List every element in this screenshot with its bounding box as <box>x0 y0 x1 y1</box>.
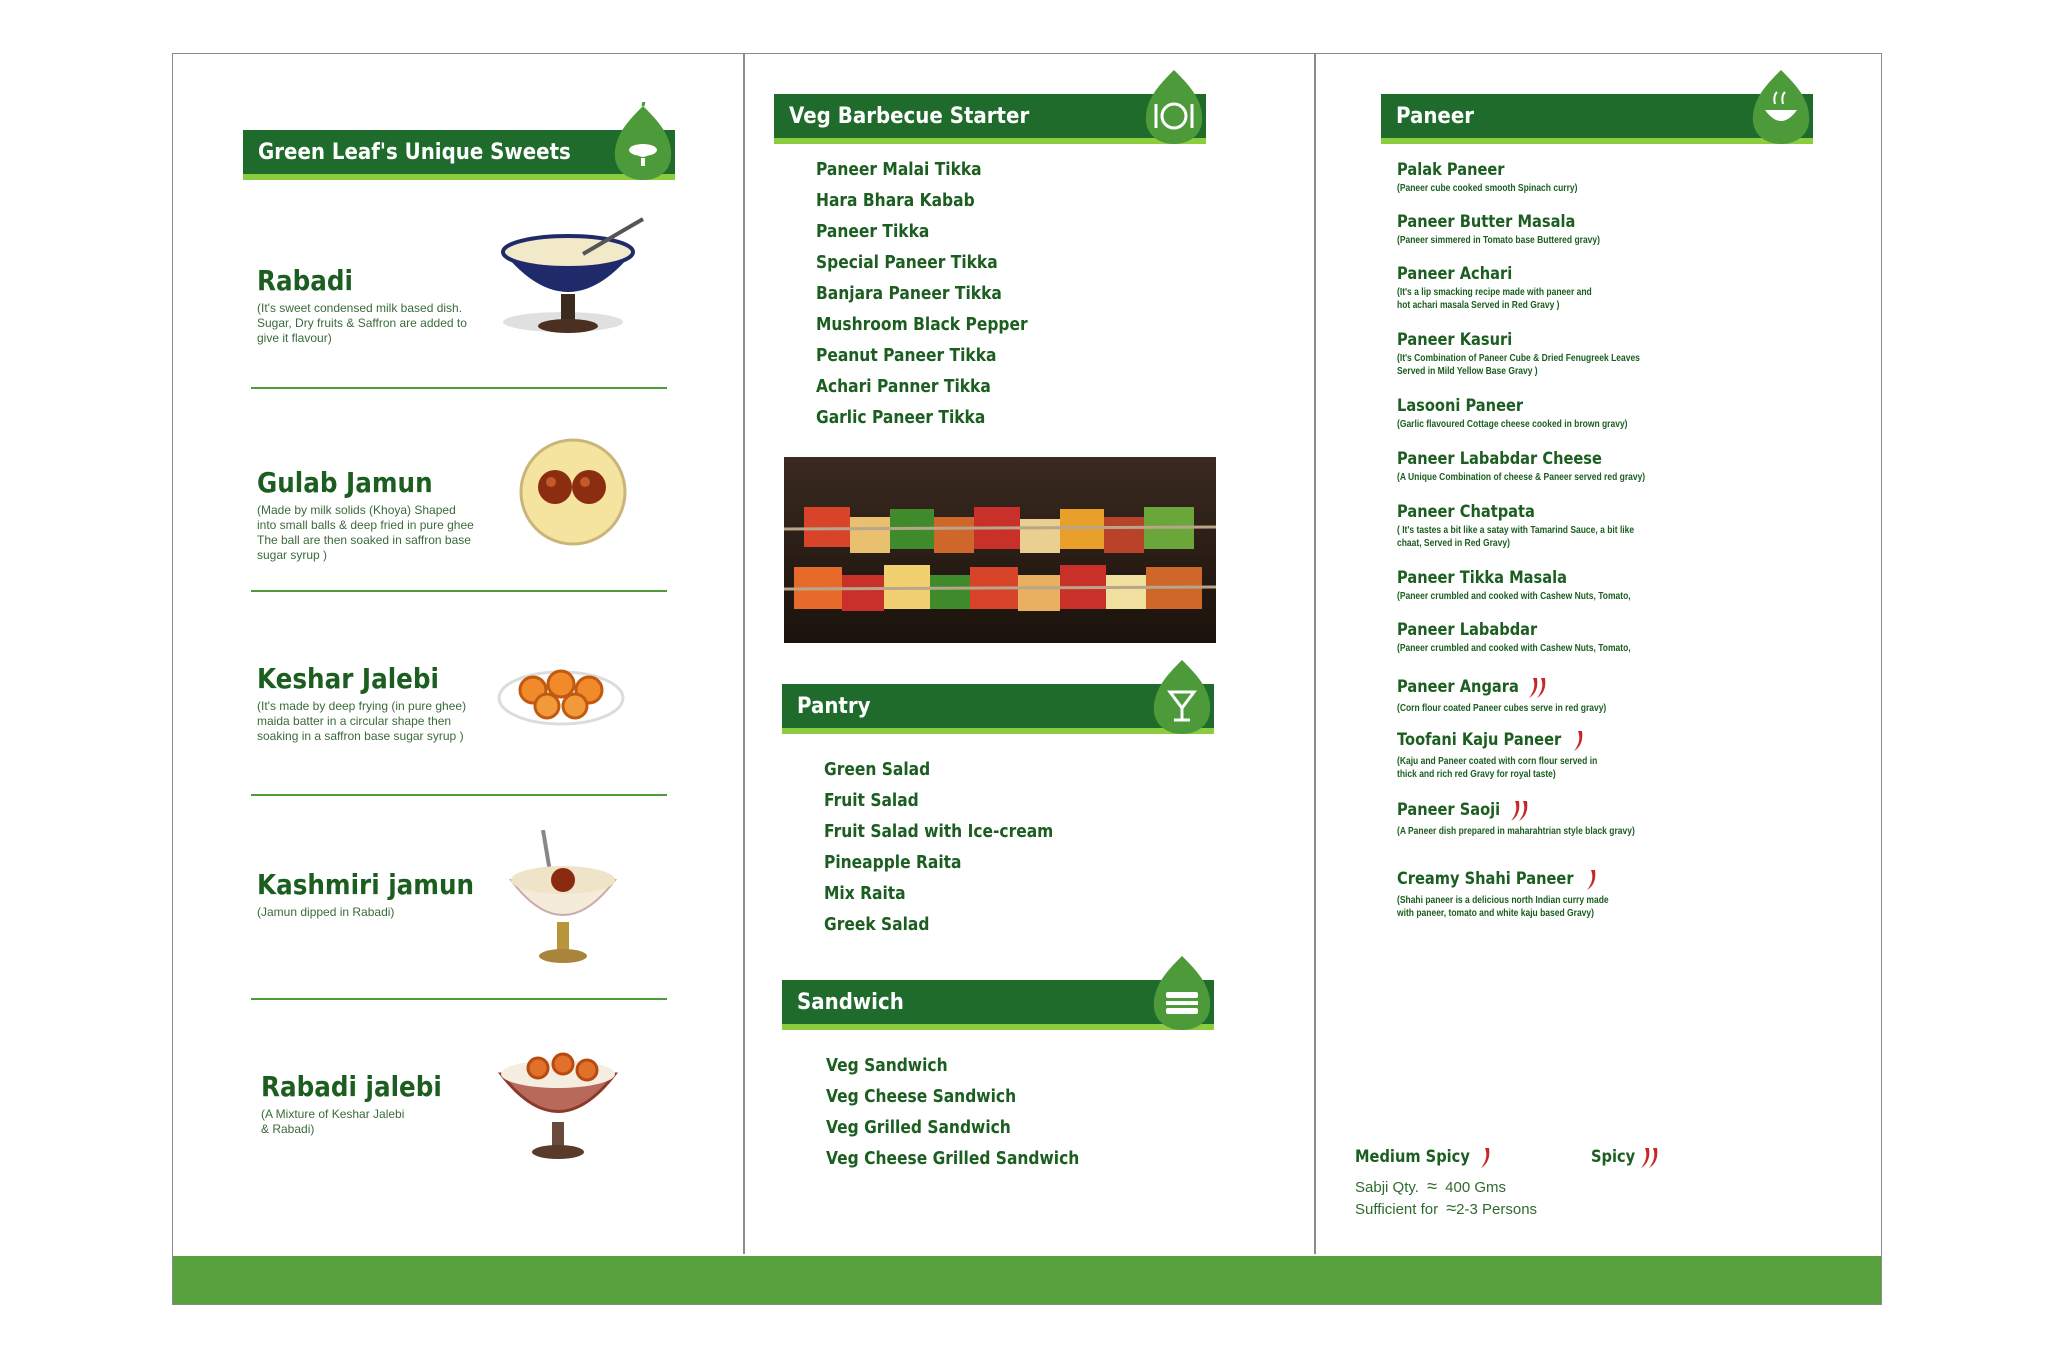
menu-item: Fruit Salad with Ice-cream <box>824 821 1054 842</box>
menu-item: Veg Cheese Sandwich <box>826 1086 1017 1107</box>
sweet-desc: (A Mixture of Keshar Jalebi & Rabadi) <box>261 1107 405 1136</box>
chili-icon <box>1570 729 1584 753</box>
paneer-header-title: Paneer <box>1396 104 1475 129</box>
paneer-item-name: Paneer Lababdar Cheese <box>1397 449 1602 469</box>
sweet-item <box>257 264 477 346</box>
paneer-header <box>1381 94 1813 144</box>
paneer-item-desc: (Paneer crumbled and cooked with Cashew Nuts, Tomato, <box>1397 643 1631 654</box>
paneer-item-name: Paneer Saoji <box>1397 800 1501 821</box>
medium-spicy-label: Medium Spicy <box>1355 1147 1470 1168</box>
chili-icon <box>1477 1146 1491 1170</box>
paneer-item <box>1397 868 1667 920</box>
paneer-item-desc: (It's a lip smacking recipe made with paneer and hot achari masala Served in Red Gravy ) <box>1397 287 1592 311</box>
sweet-desc: (Jamun dipped in Rabadi) <box>257 905 395 919</box>
menu-sheet <box>172 53 1882 1305</box>
divider-line <box>251 998 667 1000</box>
curry-bowl-leaf-icon <box>1749 66 1813 146</box>
sweet-item <box>261 1070 467 1137</box>
menu-item: Green Salad <box>824 759 931 780</box>
sweet-name: Kashmiri jamun <box>257 868 475 901</box>
barbecue-skewers-photo <box>784 457 1216 643</box>
menu-item: Peanut Paneer Tikka <box>816 345 997 366</box>
rabadi-jalebi-cup-image <box>483 1044 633 1174</box>
sweet-item <box>257 466 477 563</box>
paneer-column <box>1315 54 1883 1254</box>
paneer-item-desc: (It's Combination of Paneer Cube & Dried Fenugreek Leaves Served in Mild Yellow Base Gravy ) <box>1397 353 1640 377</box>
kashmiri-jamun-cup-image <box>493 830 633 980</box>
chili-icon <box>1527 676 1549 700</box>
sweets-header <box>243 130 675 180</box>
menu-item: Mix Raita <box>824 883 906 904</box>
paneer-item-desc: (Paneer crumbled and cooked with Cashew Nuts, Tomato, <box>1397 591 1631 602</box>
barbecue-list <box>816 154 1062 433</box>
sweet-name: Rabadi <box>257 264 353 297</box>
qty-label: Sabji Qty. <box>1355 1179 1419 1196</box>
cocktail-leaf-icon <box>1150 656 1214 736</box>
plate-cutlery-leaf-icon <box>1142 66 1206 146</box>
paneer-item <box>1397 396 1697 431</box>
sweet-item <box>257 662 477 744</box>
serve-label: Sufficient for <box>1355 1201 1439 1218</box>
pantry-header <box>782 684 1214 734</box>
menu-item: Mushroom Black Pepper <box>816 314 1028 335</box>
sandwich-leaf-icon <box>1150 952 1214 1032</box>
barbecue-header-title: Veg Barbecue Starter <box>789 104 1030 129</box>
sandwich-header-title: Sandwich <box>797 990 904 1015</box>
paneer-item-name: Paneer Lababdar <box>1397 620 1538 640</box>
paneer-item-desc: ( It's tastes a bit like a satay with Tamarind Sauce, a bit like chaat, Served in Red Gravy) <box>1397 525 1635 549</box>
menu-item: Achari Panner Tikka <box>816 376 991 397</box>
paneer-item <box>1397 264 1637 312</box>
menu-item: Banjara Paneer Tikka <box>816 283 1002 304</box>
paneer-item <box>1397 799 1717 838</box>
sweets-leaf-icon <box>611 102 675 182</box>
paneer-item-name: Lasooni Paneer <box>1397 396 1524 416</box>
paneer-item-desc: (A Paneer dish prepared in maharahtrian style black gravy) <box>1397 826 1635 837</box>
paneer-item-name: Paneer Tikka Masala <box>1397 568 1567 588</box>
sweet-name: Gulab Jamun <box>257 466 433 499</box>
approx-icon: ≈ <box>1446 1198 1457 1218</box>
menu-item: Fruit Salad <box>824 790 919 811</box>
paneer-item <box>1397 676 1697 715</box>
paneer-item-name: Paneer Kasuri <box>1397 330 1513 350</box>
paneer-item <box>1397 620 1697 655</box>
sweets-header-title: Green Leaf's Unique Sweets <box>258 140 571 165</box>
paneer-item <box>1397 729 1637 781</box>
divider-line <box>251 794 667 796</box>
sweet-item <box>257 868 504 920</box>
approx-icon: ≈ <box>1427 1176 1437 1196</box>
spicy-label: Spicy <box>1591 1147 1636 1168</box>
chili-icon <box>1509 799 1531 823</box>
paneer-item-name: Palak Paneer <box>1397 160 1505 180</box>
paneer-item-name: Paneer Chatpata <box>1397 502 1535 522</box>
rabadi-bowl-image <box>483 214 653 354</box>
paneer-item-name: Paneer Angara <box>1397 677 1519 698</box>
keshar-jalebi-plate-image <box>473 654 633 734</box>
menu-item: Greek Salad <box>824 914 930 935</box>
serve-value: 2-3 Persons <box>1456 1201 1538 1218</box>
menu-item: Pineapple Raita <box>824 852 962 873</box>
sweet-desc: (It's made by deep frying (in pure ghee) maida batter in a circular shape then soaking in a saffron base sugar syrup ) <box>257 699 467 743</box>
paneer-item-name: Toofani Kaju Paneer <box>1397 730 1562 751</box>
paneer-item-desc: (A Unique Combination of cheese & Paneer served red gravy) <box>1397 472 1646 483</box>
paneer-item <box>1397 502 1697 550</box>
spice-legend <box>1355 1146 1755 1220</box>
pantry-list <box>824 754 1091 940</box>
menu-item: Hara Bhara Kabab <box>816 190 975 211</box>
sweets-column <box>173 54 743 1254</box>
divider-line <box>251 590 667 592</box>
menu-item: Veg Cheese Grilled Sandwich <box>826 1148 1080 1169</box>
chili-icon <box>1583 868 1597 892</box>
paneer-item <box>1397 449 1717 484</box>
barbecue-header <box>774 94 1206 144</box>
menu-item: Special Paneer Tikka <box>816 252 998 273</box>
paneer-item-name: Creamy Shahi Paneer <box>1397 869 1574 890</box>
paneer-item <box>1397 330 1697 378</box>
menu-item: Garlic Paneer Tikka <box>816 407 986 428</box>
sweet-desc: (It's sweet condensed milk based dish. Sugar, Dry fruits & Saffron are added to give it flavour) <box>257 301 467 345</box>
chili-icon <box>1639 1146 1661 1170</box>
paneer-item-desc: (Kaju and Paneer coated with corn flour served in thick and rich red Gravy for royal taste) <box>1397 756 1598 780</box>
sweet-name: Keshar Jalebi <box>257 662 439 695</box>
pantry-header-title: Pantry <box>797 694 871 719</box>
paneer-item-desc: (Shahi paneer is a delicious north Indian curry made with paneer, tomato and white kaju based Gravy) <box>1397 895 1609 919</box>
paneer-item-name: Paneer Achari <box>1397 264 1513 284</box>
qty-value: 400 Gms <box>1445 1179 1507 1196</box>
gulab-jamun-bowl-image <box>483 432 633 557</box>
menu-item: Paneer Malai Tikka <box>816 159 982 180</box>
menu-item: Veg Sandwich <box>826 1055 948 1076</box>
sandwich-list <box>826 1050 1121 1174</box>
paneer-item-name: Paneer Butter Masala <box>1397 212 1576 232</box>
sweet-desc: (Made by milk solids (Khoya) Shaped into small balls & deep fried in pure ghee The ball are then soaked in saffron base sugar syrup ) <box>257 503 474 562</box>
paneer-item-desc: (Corn flour coated Paneer cubes serve in red gravy) <box>1397 703 1607 714</box>
menu-item: Paneer Tikka <box>816 221 930 242</box>
paneer-item <box>1397 212 1697 247</box>
divider-line <box>251 387 667 389</box>
paneer-item-desc: (Paneer cube cooked smooth Spinach curry) <box>1397 183 1578 194</box>
paneer-item-desc: (Paneer simmered in Tomato base Buttered gravy) <box>1397 235 1600 246</box>
paneer-item-desc: (Garlic flavoured Cottage cheese cooked in brown gravy) <box>1397 419 1628 430</box>
sweet-name: Rabadi jalebi <box>261 1070 442 1103</box>
paneer-item <box>1397 568 1697 603</box>
paneer-item <box>1397 160 1697 195</box>
menu-item: Veg Grilled Sandwich <box>826 1117 1011 1138</box>
starters-column <box>744 54 1314 1254</box>
sandwich-header <box>782 980 1214 1030</box>
footer-bar <box>173 1256 1881 1304</box>
